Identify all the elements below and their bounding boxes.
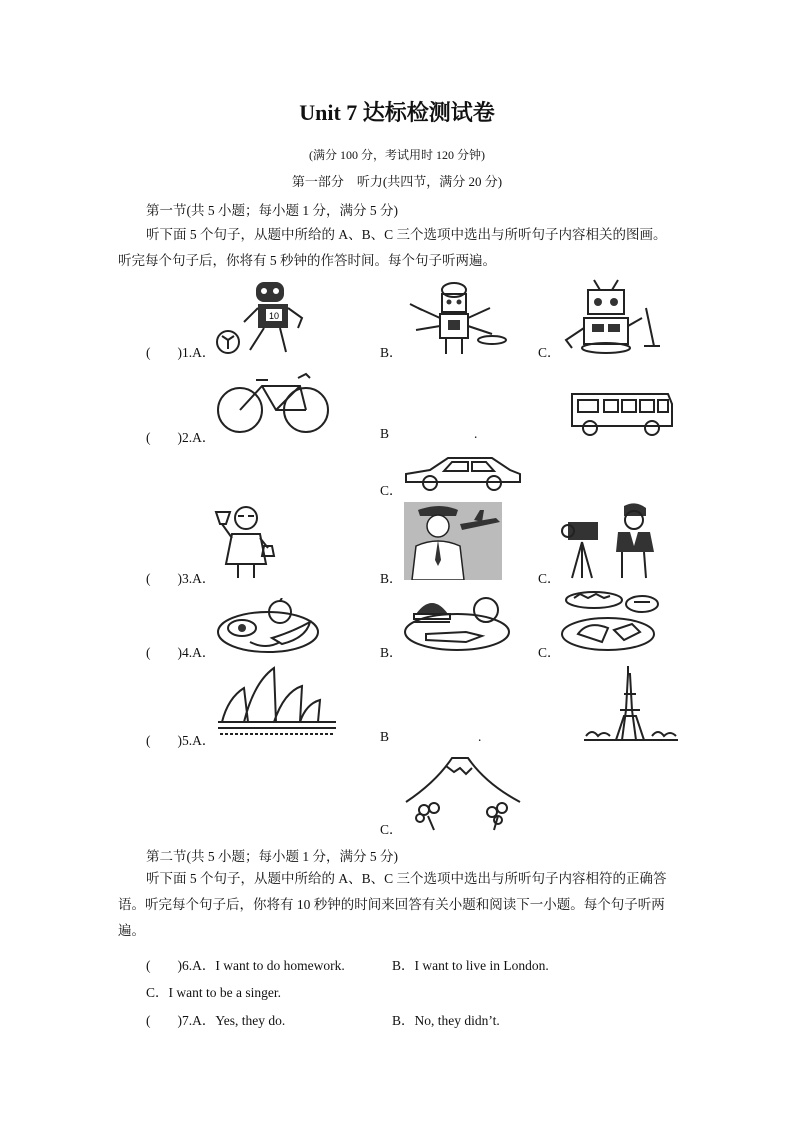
car-image xyxy=(402,454,522,492)
exam-meta: (满分 100 分，考试用时 120 分钟) xyxy=(309,148,485,162)
robot-cook-image xyxy=(404,282,508,356)
q4-number: ( )4.A． xyxy=(146,645,216,660)
pilot-image xyxy=(404,502,502,580)
q1-option-b: B． xyxy=(380,345,403,360)
breakfast-plate-image xyxy=(216,598,320,656)
q5-number: ( )5.A． xyxy=(146,733,216,748)
q6-option-c: C．I want to be a singer. xyxy=(146,985,281,1000)
q6-option-b: B．I want to live in London. xyxy=(392,958,549,973)
sydney-opera-house-image xyxy=(216,664,338,744)
q3-option-b: B． xyxy=(380,571,403,586)
q4-option-b: B． xyxy=(380,645,403,660)
q3-option-c: C． xyxy=(538,571,561,586)
q1-number: ( )1.A． xyxy=(146,345,216,360)
section2-instructions: 听下面 5 个句子，从题中所给的 A、B、C 三个选项中选出与所听句子内容相符的正确答语。听完每个句子后，你将有 10 秒钟的时间来回答有关小题和阅读下一小题。每个句子听两遍。 xyxy=(118,871,667,938)
cameraman-image xyxy=(560,502,664,580)
q7-number: ( )7.A．Yes, they do. xyxy=(146,1013,286,1028)
q2-option-c: C． xyxy=(380,483,403,498)
burger-plate-image xyxy=(402,592,512,654)
q1-option-c: C． xyxy=(538,345,561,360)
q5-option-c: C． xyxy=(380,822,403,837)
section1-instructions: 听下面 5 个句子，从题中所给的 A、B、C 三个选项中选出与所听句子内容相关的图画。听完每个句子后，你将有 5 秒钟的作答时间。每个句子听两遍。 xyxy=(118,227,667,268)
q2-option-b-dot: . xyxy=(474,426,478,441)
robot-number-label: 10 xyxy=(268,311,280,321)
q5-option-b-dot: . xyxy=(478,729,482,744)
q6-number: ( )6.A．I want to do homework. xyxy=(146,958,345,973)
eiffel-tower-image xyxy=(582,664,680,744)
q2-option-b: B xyxy=(380,426,390,441)
section1-heading: 第一节(共 5 小题；每小题 1 分，满分 5 分) xyxy=(146,203,398,218)
page-title: Unit 7 达标检测试卷 xyxy=(299,100,495,125)
q3-number: ( )3.A． xyxy=(146,571,216,586)
part-heading: 第一部分 听力(共四节，满分 20 分) xyxy=(291,174,503,189)
section2-heading: 第二节(共 5 小题；每小题 1 分，满分 5 分) xyxy=(146,849,398,864)
bicycle-image xyxy=(216,370,330,436)
robot-football-image xyxy=(214,278,314,358)
mount-fuji-image xyxy=(402,752,524,832)
q2-number: ( )2.A． xyxy=(146,430,216,445)
q4-option-c: C． xyxy=(538,645,561,660)
robot-cleaner-image xyxy=(558,278,662,356)
bus-image xyxy=(568,388,676,440)
q7-option-b: B．No, they didn’t. xyxy=(392,1013,500,1028)
scientist-image xyxy=(210,502,276,580)
dinner-plate-image xyxy=(558,590,666,654)
q5-option-b: B xyxy=(380,729,390,744)
